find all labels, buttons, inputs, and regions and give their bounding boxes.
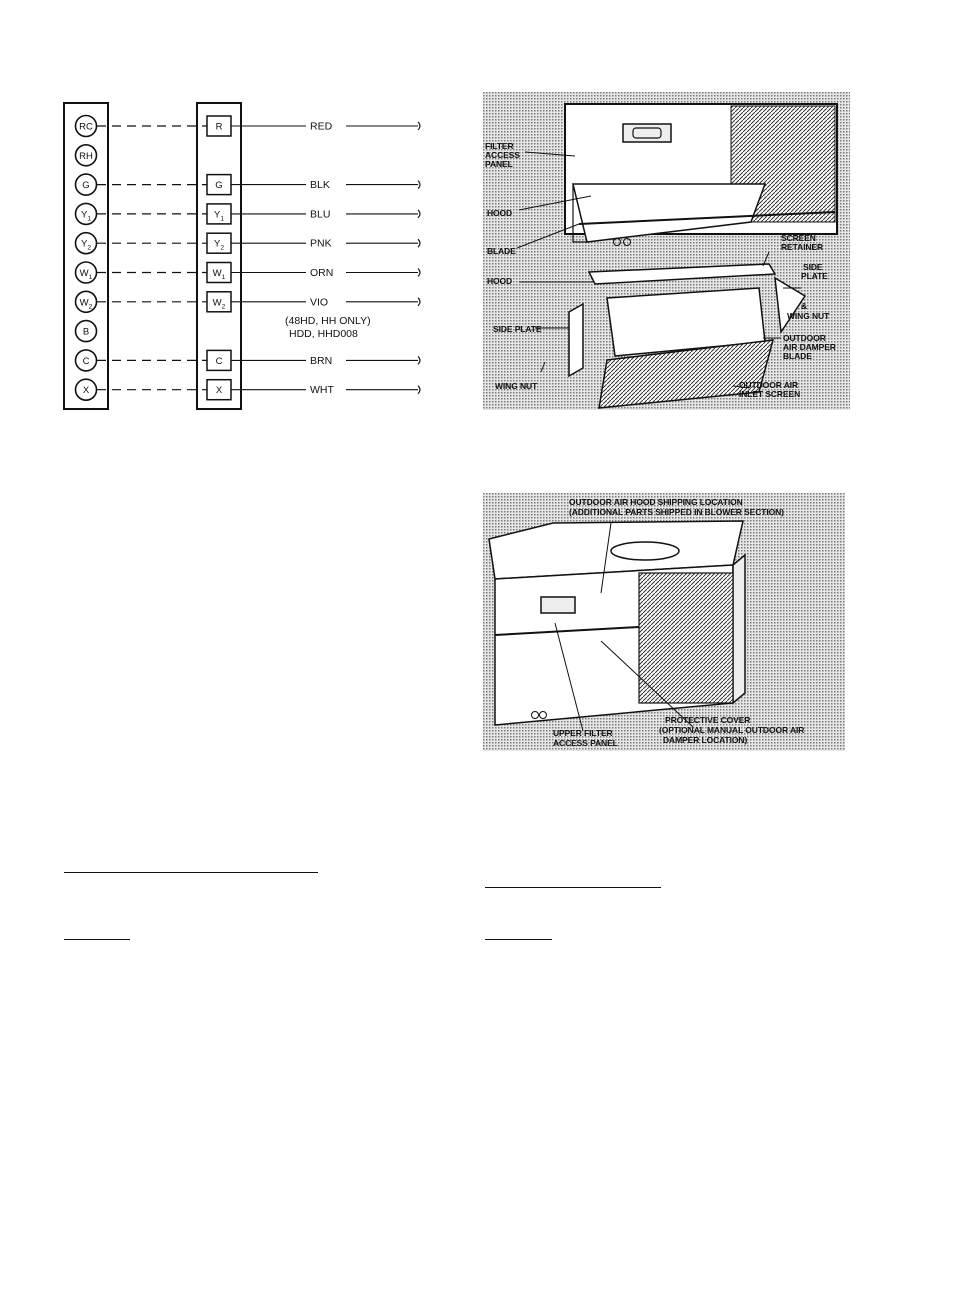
svg-text:INLET SCREEN — [739, 389, 800, 399]
label-hood-shipping-line2: (ADDITIONAL PARTS SHIPPED IN BLOWER SECTION) — [569, 507, 784, 517]
wiring-row — [76, 174, 421, 195]
unit-terminal-label: $Y_1$ — [213, 209, 225, 223]
svg-text:RETAINER — [781, 242, 823, 252]
thermostat-terminal-label: B — [82, 326, 90, 338]
svg-text:(OPTIONAL MANUAL OUTDOOR AIR — [659, 725, 804, 735]
label-amp: & — [801, 301, 808, 311]
svg-text:PROTECTIVE COVER — [665, 715, 750, 725]
wiring-row — [76, 233, 421, 254]
wire-color-label: BLK — [310, 179, 330, 192]
heading-underline-right-1 — [485, 887, 661, 888]
label-hood-shipping-line1: OUTDOOR AIR HOOD SHIPPING LOCATION — [569, 497, 743, 507]
wire-end-mark — [418, 356, 420, 364]
heading-underline-left-2 — [64, 939, 130, 940]
thermostat-terminal-label: X — [82, 385, 90, 397]
wire-end-mark — [418, 298, 420, 306]
wire-color-label: BLU — [310, 208, 331, 221]
thermostat-terminal-label: RC — [79, 121, 93, 133]
label-optional-damper: (OPTIONAL MANUAL OUTDOOR AIR — [659, 725, 805, 735]
label-retainer: RETAINER — [781, 242, 824, 252]
wire-color-label: VIO — [310, 296, 329, 309]
wire-end-mark — [418, 386, 420, 394]
wire-end-mark — [418, 269, 420, 277]
label-outdoor-air: OUTDOOR AIR — [739, 380, 799, 390]
unit-terminal-label: G — [215, 180, 223, 192]
outdoor-air-hood-assembly-figure — [483, 92, 850, 410]
wire-color-label: RED — [310, 120, 333, 133]
thermostat-terminal-label: $W_1$ — [79, 268, 93, 281]
label-damper-blade: BLADE — [783, 351, 812, 361]
heading-underline-left-1 — [64, 872, 318, 873]
wire-color-label: BRN — [310, 354, 333, 367]
label-upper-filter: UPPER FILTER — [553, 728, 613, 738]
label-damper-location: DAMPER LOCATION) — [663, 735, 748, 745]
wiring-row — [76, 321, 97, 342]
wiring-row — [76, 145, 97, 166]
label-access: ACCESS — [485, 150, 520, 160]
svg-text:PANEL — [485, 159, 513, 169]
label-blade: BLADE — [487, 246, 516, 256]
label-protective-cover: PROTECTIVE COVER — [665, 715, 751, 725]
label-access-panel: ACCESS PANEL — [553, 738, 618, 748]
label-hood-upper: HOOD — [487, 208, 513, 218]
label-filter: FILTER — [485, 141, 514, 151]
svg-text:& — [801, 301, 807, 311]
wiring-row — [76, 262, 421, 283]
label-wing-nut-left: WING NUT — [495, 381, 538, 391]
thermostat-terminal-label: $W_2$ — [79, 297, 93, 311]
wire-color-label: WHT — [310, 384, 334, 397]
unit-drawing — [483, 493, 845, 751]
unit-terminal-label: X — [215, 385, 223, 397]
thermostat-terminal-label: $Y_1$ — [80, 209, 92, 223]
unit-terminal-label: $Y_2$ — [213, 238, 225, 252]
label-hood-lower: HOOD — [487, 276, 513, 286]
svg-text:PLATE — [801, 271, 828, 281]
wiring-row — [76, 291, 421, 312]
svg-text:DAMPER LOCATION) — [663, 735, 747, 745]
thermostat-terminal-label: G — [82, 180, 90, 192]
thermostat-terminal-label: $Y_2$ — [80, 238, 92, 252]
wire-end-mark — [418, 239, 420, 247]
svg-text:WING NUT — [787, 311, 830, 321]
wiring-row — [76, 379, 421, 400]
thermostat-terminal-label: C — [82, 355, 90, 367]
unit-terminal-label: $W_1$ — [212, 268, 226, 281]
label-screen: SCREEN — [781, 233, 816, 243]
svg-text:(ADDITIONAL PARTS SHIPPED IN B — [569, 507, 784, 517]
label-plate-right: PLATE — [801, 271, 828, 281]
unit-shipping-location-figure — [483, 493, 845, 751]
label-outdoor: OUTDOOR — [783, 333, 826, 343]
wire-end-mark — [418, 210, 420, 218]
unit-terminal-label: C — [215, 355, 223, 367]
unit-terminal-label: $W_2$ — [212, 297, 226, 311]
label-inlet-screen: INLET SCREEN — [739, 389, 801, 399]
label-panel: PANEL — [485, 159, 513, 169]
label-wing-nut-right: WING NUT — [787, 311, 830, 321]
thermostat-wiring-diagram — [60, 95, 430, 415]
hood-assembly-drawing — [483, 92, 850, 410]
wire-end-mark — [418, 181, 420, 189]
wire-end-mark — [418, 122, 420, 130]
svg-text:ACCESS PANEL — [553, 738, 618, 748]
svg-text:UPPER FILTER — [553, 728, 613, 738]
svg-text:OUTDOOR AIR HOOD SHIPPING LOCA — [569, 497, 743, 507]
label-side-right: SIDE — [803, 262, 823, 272]
heading-underline-right-2 — [485, 939, 552, 940]
wire-color-label: PNK — [310, 237, 332, 250]
wiring-note-line1: (48HD, HH ONLY) — [285, 315, 371, 327]
label-air-damper: AIR DAMPER — [783, 342, 836, 352]
wiring-row — [76, 116, 421, 137]
wiring-row — [76, 203, 421, 224]
label-side-plate-left: SIDE PLATE — [493, 324, 542, 334]
svg-text:BLADE — [783, 351, 812, 361]
wire-color-label: ORN — [310, 267, 334, 279]
wiring-note-line2: HDD, HHD008 — [289, 328, 358, 340]
unit-terminal-label: R — [215, 121, 223, 133]
wiring-row — [76, 350, 421, 371]
thermostat-terminal-label: RH — [79, 150, 93, 162]
